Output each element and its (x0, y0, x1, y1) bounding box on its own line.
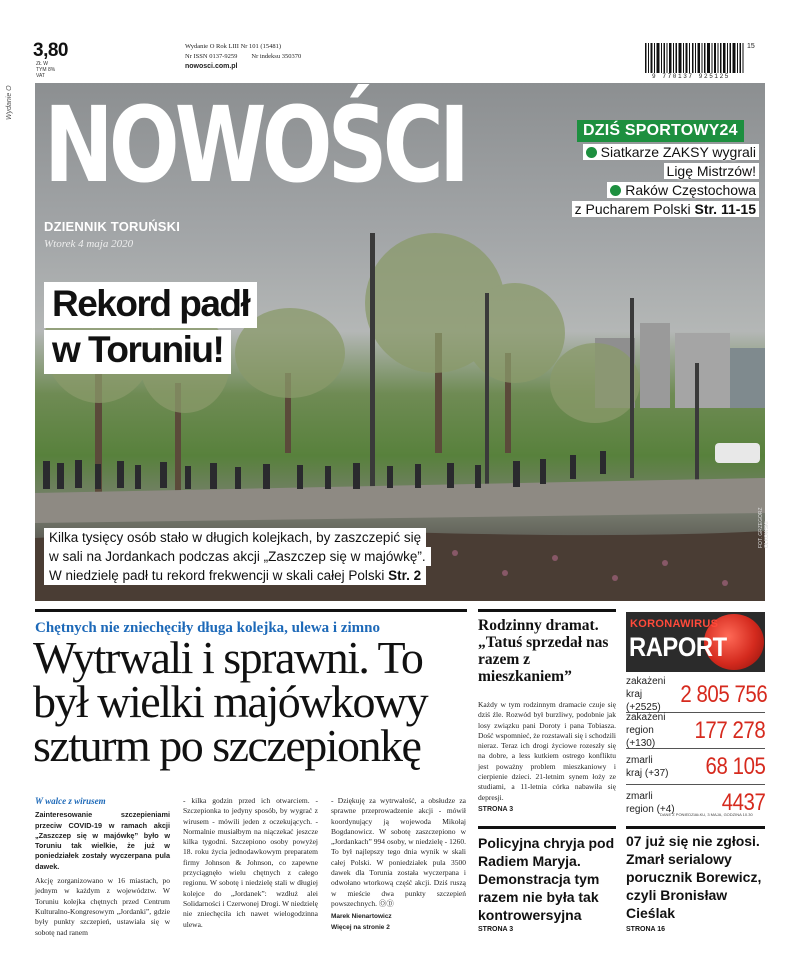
hero-headline-line2[interactable]: w Toruniu! (44, 330, 231, 374)
masthead-subtitle: DZIENNIK TORUŃSKI (44, 219, 181, 234)
caption-line: Kilka tysięcy osób stało w długich kolejkach, by zaszczepić się (44, 528, 426, 547)
covid-label: KORONAWIRUS (630, 618, 719, 630)
issn-line: Nr ISSN 0137-9259 (185, 53, 238, 60)
stat-row (626, 713, 765, 749)
edition-info (185, 42, 301, 72)
article-author: Marek Nienartowicz (331, 913, 392, 921)
article-column-3 (331, 796, 466, 938)
stat-label: zakażeni region (+130) (626, 712, 666, 749)
teaser-headline-borewicz[interactable]: 07 już się nie zgłosi. Zmarł serialowy porucznik Borewicz, czyli Bronisław Cieślak (626, 833, 762, 921)
main-story-title[interactable]: Wytrwali i sprawni. To był wielki majówkowy szturm po szczepionkę (33, 632, 428, 771)
sport-teasers (572, 143, 759, 219)
section-divider (626, 826, 765, 829)
masthead-title[interactable]: NOWOŚCI (44, 84, 466, 206)
website[interactable]: nowosci.com.pl (185, 63, 238, 70)
covid-report-title: RAPORT (629, 632, 727, 662)
stat-row (626, 676, 768, 713)
sport-teaser-1[interactable]: Siatkarze ZAKSY wygrali (572, 143, 759, 162)
page-reference[interactable]: STRONA 3 (478, 805, 514, 813)
bullet-dot-icon (586, 147, 597, 158)
sport-teaser-2-cont: z Pucharem Polski Str. 11-15 (572, 200, 759, 219)
stat-value: 2 805 756 (680, 680, 768, 708)
price-note: ZŁ W TYM 8% VAT (36, 61, 56, 79)
hero-caption (44, 528, 431, 585)
article-body: - kilka godzin przed ich otwarciem. - Szczepionka to jedyny sposób, by wygrać z wirusem - mówili jeden z oczekujących. - Normalnie musiałbym na niączekać jeszcze kilka tygodni. Szczepiono osoby powyżej 18. roku życia jednodawkowym preparatem firmy Johnson & Johnson, co zapewne przyciągnęło wielu chętnych z całego regionu. W sobotę i niedzielę stali w długiej kolejce do „Jordanek”: wzdłuż alei Solidarności i Czerwonej Drogi. W niedzielę nie zniechęciła ich nawet wielogodzinna ulewa. (183, 796, 318, 929)
article-lead: Zainteresowanie szczepieniami przeciw COVID-19 w ramach akcji „Zaszczep się w majówkę” było w Toruniu tak wielkie, że już w poniedziałek zostały wyczerpana pula dawek. (35, 810, 170, 871)
hero-headline-line1[interactable]: Rekord padł (44, 282, 257, 328)
bullet-dot-icon (610, 185, 621, 196)
sport-supplement-label[interactable]: DZIŚ SPORTOWY24 (577, 120, 744, 142)
stats-source-note: DANE Z PONIEDZIAŁKU, 3 MAJA, GODZINA 10.30 (660, 812, 753, 817)
section-label: W walce z wirusem (35, 796, 106, 806)
page-reference[interactable]: STRONA 16 (626, 926, 666, 933)
sport-teaser-1-cont: Ligę Mistrzów! (572, 162, 759, 181)
edition-line: Wydanie O Rok LIII Nr 101 (15481) (185, 43, 282, 50)
caption-line: w sali na Jordankach podczas akcji „Zaszczep się w majówkę”. (44, 547, 431, 566)
stat-value: 68 105 (705, 752, 765, 780)
article-body: Akcję zorganizowano w 16 miastach, po jednym w każdym z województw. W Toruniu kolejka chętnych przed Centrum Kulturalno-Kongresowym „Jordanki”, gdzie były punkty szczepień, ustawiała się w sobotę nad ranem (35, 876, 170, 937)
barcode-digits: 9 770137 925125 (652, 73, 731, 80)
index-line: Nr indeksu 350370 (251, 53, 302, 60)
main-story-columns (35, 796, 467, 938)
sport-teaser-2[interactable]: Raków Częstochowa (572, 181, 759, 200)
stat-label: zakażeni kraj (+2525) (626, 676, 666, 713)
section-divider (35, 609, 467, 612)
teaser-body: Każdy w tym rodzinnym dramacie czuje się dziś źle. Rozwód był burzliwy, podobnie jak losy związku pani Doroty i pana Tobiasza. Dość wspomnieć, że rozstawali się i schodzili nieraz. Teraz ich drogi życiowe rozeszły się na dobre, a less kutkiem ostrego konfliktu jest poważny problem mieszkaniowy i cierpienie dzieci. 21-letnim synem łoży ze studiami, a 11-letnia córka nabawiła się depresji. STRONA 3 (478, 700, 616, 815)
caption-line: W niedzielę padł tu rekord frekwencji w skali całej Polski Str. 2 (44, 566, 426, 585)
article-column-1 (35, 796, 170, 938)
page-reference[interactable]: STRONA 3 (478, 926, 514, 933)
stat-value: 4437 (721, 789, 765, 816)
page-reference: Str. 11-15 (694, 201, 756, 217)
issue-date: Wtorek 4 maja 2020 (44, 238, 134, 250)
side-edition-label: Wydanie O (6, 85, 13, 120)
page-reference: Str. 2 (388, 568, 422, 583)
article-column-2 (183, 796, 318, 938)
stat-value: 177 278 (694, 716, 765, 744)
barcode (645, 43, 745, 73)
section-divider (478, 609, 616, 612)
continued-reference[interactable]: Więcej na stronie 2 (331, 923, 390, 931)
article-body: - Dziękuję za wytrwałość, a obsłudze za sprawne przeprowadzenie akcji - mówił koordynujący ją wojewoda Mikołaj Bogdanowicz. W sobotę zaszczepiono w „Jordankach” 994 osoby, w niedzielę - 1260. To był najlepszy tego dnia wynik w skali całej Polski. W poniedziałek pula 3500 dawek dla Torunia została wyczerpana i odwołano wtorkową część akcji. Dziś ruszą w mieście dwa punkty szczepień powszechnych. ⓄⒹ (331, 796, 466, 908)
photo-credit: FOT. GRZEGORZ OLKOWSKI (758, 507, 770, 548)
covid-report-banner[interactable] (626, 612, 765, 672)
teaser-headline-family-drama[interactable]: Rodzinny dramat. „Tatuś sprzedał nas razem z mieszkaniem” (478, 617, 609, 685)
covid-stats (626, 676, 768, 821)
teaser-headline-radio-maryja[interactable]: Policyjna chryja pod Radiem Maryja. Demonstracja tym razem nie była tak kontrowersyjna (478, 835, 615, 923)
stat-label: zmarli region (+4) (626, 791, 675, 815)
section-divider (478, 826, 616, 829)
stat-label: zmarli kraj (+37) (626, 754, 669, 779)
main-story-kicker: Chętnych nie zniechęciły długa kolejka, ulewa i zimno (35, 620, 380, 636)
issue-code: 15 (747, 43, 755, 50)
price: 3,80 (33, 40, 68, 61)
stat-row (626, 749, 765, 785)
